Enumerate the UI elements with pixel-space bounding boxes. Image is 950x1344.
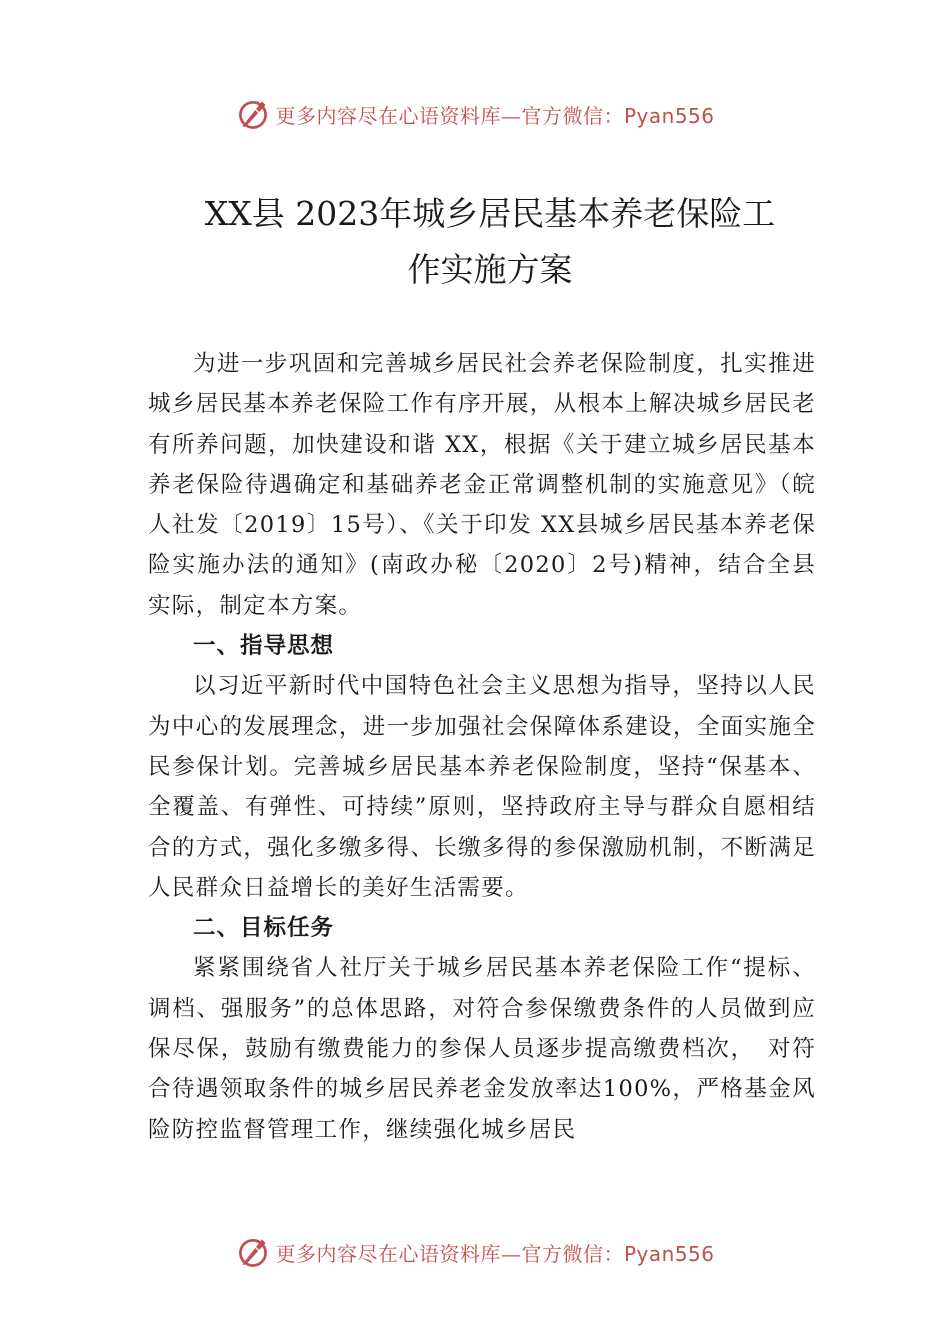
document-body (148, 344, 816, 1150)
watermark-text: 更多内容尽在心语资料库—官方微信：Pyan556 (275, 103, 715, 128)
footer-watermark (0, 1232, 950, 1272)
quill-logo-icon (235, 1234, 271, 1270)
watermark-text: 更多内容尽在心语资料库—官方微信：Pyan556 (275, 1241, 715, 1266)
section-heading-guiding-ideology: 一、指导思想 (193, 633, 335, 660)
section-paragraph-goals: 紧紧围绕省人社厅关于城乡居民基本养老保险工作“提标、调档、强服务”的总体思路，对符合参保缴费条件的人员做到应保尽保，鼓励有缴费能力的参保人员逐步提高缴费档次， 对符合待遇领取条件的城乡居民养老金发放率达100%，严格基金风险防控监督管理工作，继续强化城乡居民 (148, 955, 816, 1143)
title-line-2: 作实施方案 (407, 250, 573, 289)
section-paragraph-guiding-ideology: 以习近平新时代中国特色社会主义思想为指导，坚持以人民为中心的发展理念，进一步加强社会保障体系建设，全面实施全民参保计划。完善城乡居民基本养老保险制度，坚持“保基本、全覆盖、有弹性、可持续”原则，坚持政府主导与群众自愿相结合的方式，强化多缴多得、长缴多得的参保激励机制，不断满足人民群众日益增长的美好生活需要。 (148, 673, 816, 901)
document-title (150, 186, 830, 298)
intro-paragraph: 为进一步巩固和完善城乡居民社会养老保险制度，扎实推进城乡居民基本养老保险工作有序开展，从根本上解决城乡居民老有所养问题，加快建设和谐 XX，根据《关于建立城乡居民基本养老保险待遇确定和基础养老金正常调整机制的实施意见》（皖人社发〔2019〕15号）、《关于印发 XX县城乡居民基本养老保险实施办法的通知》(南政办秘〔2020〕2号)精神，结合全县实际，制定本方案。 (148, 351, 816, 619)
title-line-1: XX县 2023年城乡居民基本养老保险工 (204, 194, 776, 233)
quill-logo-icon (235, 96, 271, 132)
section-heading-goals: 二、目标任务 (193, 915, 335, 942)
header-watermark (0, 94, 950, 134)
